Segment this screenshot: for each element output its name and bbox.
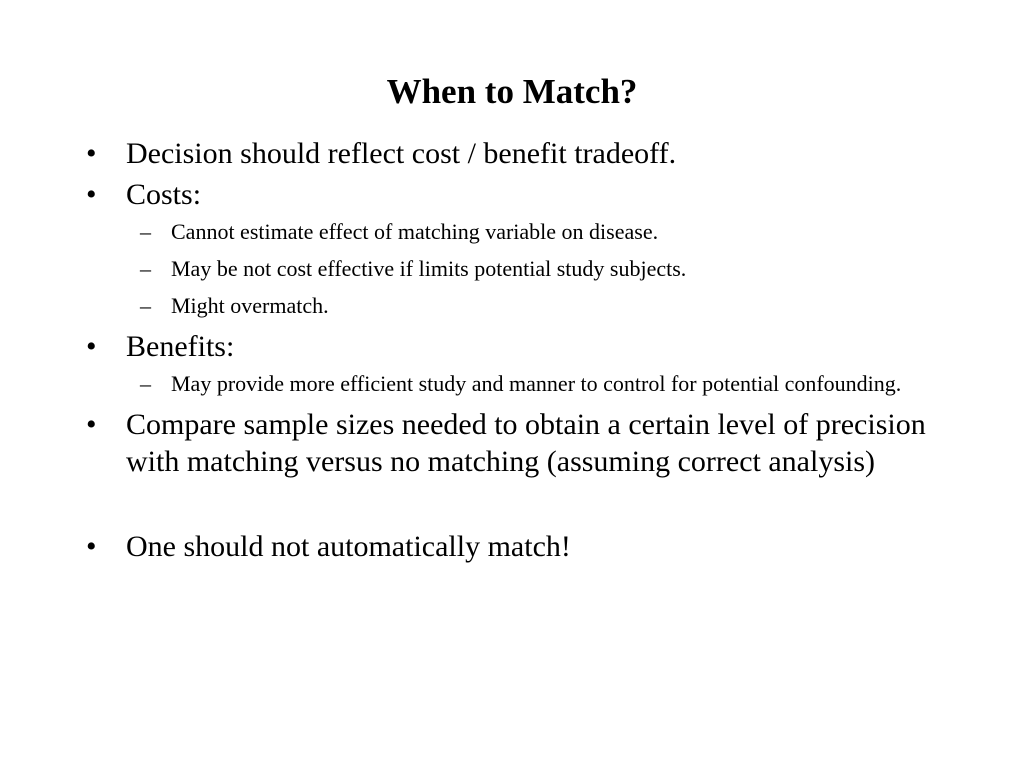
bullet-marker: • bbox=[86, 330, 97, 363]
dash-marker: – bbox=[140, 371, 151, 396]
sub-bullet-item bbox=[86, 369, 926, 399]
sub-bullet-item bbox=[86, 291, 926, 321]
bullet-text: Compare sample sizes needed to obtain a certain level of precision with matching versus no matching (assuming correct analysis) bbox=[126, 408, 926, 478]
bullet-marker: • bbox=[86, 137, 97, 170]
bullet-item bbox=[86, 328, 926, 365]
bullet-text: Costs: bbox=[126, 178, 202, 211]
bullet-text: One should not automatically match! bbox=[126, 530, 571, 563]
bullet-text: Decision should reflect cost / benefit tradeoff. bbox=[126, 137, 677, 170]
bullet-marker: • bbox=[86, 530, 97, 563]
bullet-text: Benefits: bbox=[126, 330, 235, 363]
bullet-item bbox=[86, 135, 926, 172]
dash-marker: – bbox=[140, 293, 151, 318]
sub-bullet-item bbox=[86, 217, 926, 247]
bullet-item bbox=[86, 176, 926, 213]
sub-bullet-text: Might overmatch. bbox=[171, 293, 329, 318]
bullet-marker: • bbox=[86, 178, 97, 211]
dash-marker: – bbox=[140, 219, 151, 244]
slide-title: When to Match? bbox=[386, 72, 638, 111]
sub-bullet-text: May be not cost effective if limits potential study subjects. bbox=[171, 256, 687, 281]
bullet-item bbox=[86, 406, 926, 480]
sub-bullet-text: Cannot estimate effect of matching variable on disease. bbox=[171, 219, 659, 244]
dash-marker: – bbox=[140, 256, 151, 281]
bullet-marker: • bbox=[86, 408, 97, 441]
sub-bullet-text: May provide more efficient study and manner to control for potential confounding. bbox=[171, 371, 902, 396]
bullet-list bbox=[86, 135, 926, 569]
spacer bbox=[86, 484, 926, 528]
sub-bullet-item bbox=[86, 254, 926, 284]
bullet-item bbox=[86, 528, 926, 565]
